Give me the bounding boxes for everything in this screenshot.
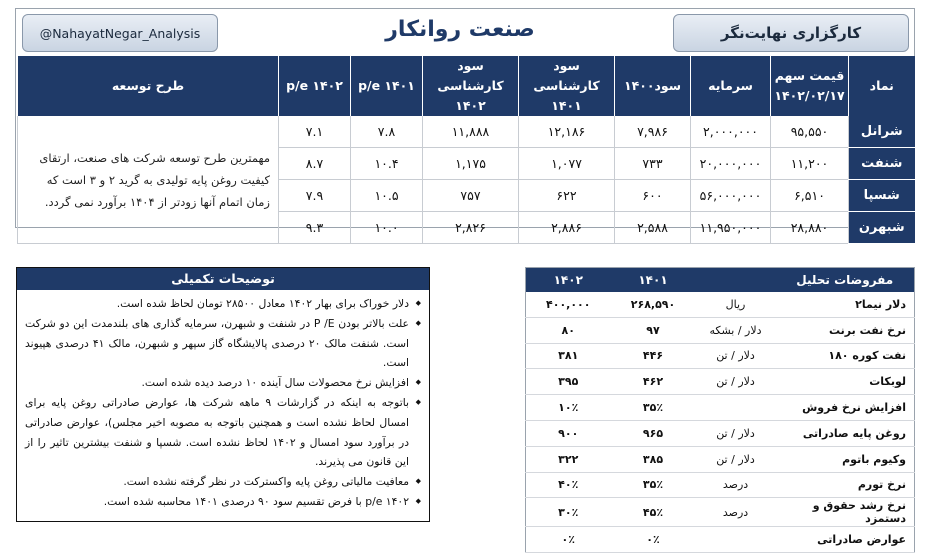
table-cell: ۱۱,۹۵۰,۰۰۰ [691, 212, 771, 244]
notes-panel [16, 267, 430, 522]
assumption-unit: دلار / تن [696, 446, 776, 472]
col-header: p/e ۱۴۰۲ [279, 56, 351, 116]
col-header: قیمت سهم ۱۴۰۲/۰۲/۱۷ [771, 56, 849, 116]
assumption-unit: دلار / تن [696, 343, 776, 369]
assumption-1402: ۳۰٪ [526, 498, 611, 527]
table-row [18, 116, 915, 148]
page-title: صنعت روانکار [385, 17, 535, 42]
col-header: سود کارشناسی ۱۴۰۱ [519, 56, 615, 116]
table-row [526, 292, 915, 317]
assumption-unit: دلار / تن [696, 420, 776, 446]
channel-handle: @NahayatNegar_Analysis [22, 14, 218, 52]
assumption-label: نرخ رشد حقوق و دستمزد [776, 498, 915, 527]
table-cell: ۱۰.۵ [351, 180, 423, 212]
table-cell: ۶۲۲ [519, 180, 615, 212]
assumption-label: افزایش نرخ فروش [776, 395, 915, 421]
note-item: ◆ دلار خوراک برای بهار ۱۴۰۲ معادل ۲۸۵۰۰ تومان لحاظ شده است. [25, 294, 421, 314]
assumption-1402: ۳۹۵ [526, 369, 611, 395]
assumption-1402: ۰٪ [526, 527, 611, 553]
assumption-1401: ۴۵٪ [611, 498, 696, 527]
col-1402-header: ۱۴۰۲ [526, 268, 611, 293]
assumption-1401: ۳۵٪ [611, 395, 696, 421]
col-header: p/e ۱۴۰۱ [351, 56, 423, 116]
table-cell: ۷.۱ [279, 116, 351, 148]
assumption-label: نرخ تورم [776, 472, 915, 498]
table-cell: ۱۰.۴ [351, 148, 423, 180]
table-cell: شرانل [849, 116, 915, 148]
assumption-unit [696, 395, 776, 421]
assumption-1401: ۴۴۶ [611, 343, 696, 369]
table-row [526, 395, 915, 421]
notes-title: توضیحات تکمیلی [17, 268, 429, 290]
assumption-1401: ۹۷ [611, 317, 696, 343]
note-item: ◆ p/e ۱۴۰۲ با فرض تقسیم سود ۹۰ درصدی ۱۴۰۱ محاسبه شده است. [25, 492, 421, 512]
stocks-table [17, 56, 915, 244]
table-cell: ۷.۹ [279, 180, 351, 212]
assumption-label: روغن پایه صادراتی [776, 420, 915, 446]
col-header: سود۱۴۰۰ [615, 56, 691, 116]
table-cell: ۶,۵۱۰ [771, 180, 849, 212]
table-row [526, 472, 915, 498]
table-cell: ۹۵,۵۵۰ [771, 116, 849, 148]
note-item: ◆ معافیت مالیاتی روغن پایه واکسترکت در نظر گرفته نشده است. [25, 472, 421, 492]
note-item: ◆ افزایش نرخ محصولات سال آینده ۱۰ درصد دیده شده است. [25, 373, 421, 393]
table-row [526, 446, 915, 472]
assumption-unit: ریال [696, 292, 776, 317]
table-cell: ۲,۵۸۸ [615, 212, 691, 244]
table-cell: ۷.۸ [351, 116, 423, 148]
assumption-label: نفت کوره ۱۸۰ [776, 343, 915, 369]
development-plan: مهمترین طرح توسعه شرکت های صنعت، ارتقای کیفیت روغن پایه تولیدی به گرید ۲ و ۳ است که زمان اتمام آنها زودتر از ۱۴۰۴ برآورد نمی گردد. [18, 116, 279, 244]
table-cell: ۲,۸۸۶ [519, 212, 615, 244]
table-cell: ۷۳۳ [615, 148, 691, 180]
assumption-label: لوبکات [776, 369, 915, 395]
col-header: سرمایه [691, 56, 771, 116]
table-cell: ۸.۷ [279, 148, 351, 180]
table-row [526, 420, 915, 446]
assumption-1402: ۴۰۰,۰۰۰ [526, 292, 611, 317]
assumption-1402: ۸۰ [526, 317, 611, 343]
table-cell: ۷۵۷ [423, 180, 519, 212]
assumption-1401: ۰٪ [611, 527, 696, 553]
agency-name: کارگزاری نهایت‌نگر [673, 14, 909, 52]
assumptions-table [525, 267, 915, 553]
table-cell: ۲,۰۰۰,۰۰۰ [691, 116, 771, 148]
table-cell: ۱۱,۸۸۸ [423, 116, 519, 148]
assumption-1402: ۳۸۱ [526, 343, 611, 369]
assumptions-header-row [526, 268, 915, 293]
table-header-row [18, 56, 915, 116]
table-cell: شسپا [849, 180, 915, 212]
table-cell: ۲,۸۲۶ [423, 212, 519, 244]
assumption-unit: دلار / تن [696, 369, 776, 395]
table-cell: ۶۰۰ [615, 180, 691, 212]
assumption-1401: ۳۵٪ [611, 472, 696, 498]
table-row [526, 369, 915, 395]
assumption-1402: ۹۰۰ [526, 420, 611, 446]
table-cell: ۲۸,۸۸۰ [771, 212, 849, 244]
table-cell: ۱,۰۷۷ [519, 148, 615, 180]
table-cell: ۷,۹۸۶ [615, 116, 691, 148]
assumption-1401: ۴۶۲ [611, 369, 696, 395]
table-cell: ۹.۳ [279, 212, 351, 244]
table-cell: ۵۶,۰۰۰,۰۰۰ [691, 180, 771, 212]
table-row [526, 343, 915, 369]
table-cell: ۱۰.۰ [351, 212, 423, 244]
unit-header [696, 268, 776, 293]
note-item: ◆ علت بالاتر بودن P /E در شنفت و شبهرن، سرمایه گذاری های بلندمدت این دو شرکت است. شنفت مالک ۲۰ درصدی پالایشگاه گاز سپهر و شبهرن، مالک ۴۱ درصدی هپیوند است. [25, 314, 421, 373]
assumption-1402: ۳۲۲ [526, 446, 611, 472]
assumption-1402: ۱۰٪ [526, 395, 611, 421]
assumption-label: دلار نیما۲ [776, 292, 915, 317]
assumptions-title: مفروضات تحلیل [776, 268, 915, 293]
assumption-unit: درصد [696, 498, 776, 527]
assumption-unit: درصد [696, 472, 776, 498]
table-cell: ۱,۱۷۵ [423, 148, 519, 180]
table-row [526, 317, 915, 343]
col-1401-header: ۱۴۰۱ [611, 268, 696, 293]
col-header: طرح توسعه [18, 56, 279, 116]
assumption-label: نرخ نفت برنت [776, 317, 915, 343]
assumption-label: عوارض صادراتی [776, 527, 915, 553]
note-item: ◆ باتوجه به اینکه در گزارشات ۹ ماهه شرکت ها، عوارض صادراتی روغن پایه برای امسال لحاظ نشده است و همچنین باتوجه به مصوبه اخیر مجلس)، عوارض صادراتی در برآورد سود امسال و ۱۴۰۲ لحاظ نشده است. شسپا و شنفت بیشترین تاثیر را از این قانون می پذیرند. [25, 393, 421, 472]
assumption-1401: ۲۶۸,۵۹۰ [611, 292, 696, 317]
assumption-unit: دلار / بشکه [696, 317, 776, 343]
assumption-1401: ۹۶۵ [611, 420, 696, 446]
table-cell: ۱۱,۲۰۰ [771, 148, 849, 180]
table-cell: ۱۲,۱۸۶ [519, 116, 615, 148]
table-row [526, 498, 915, 527]
assumption-1402: ۴۰٪ [526, 472, 611, 498]
assumption-1401: ۳۸۵ [611, 446, 696, 472]
table-cell: شنفت [849, 148, 915, 180]
table-cell: شبهرن [849, 212, 915, 244]
col-header: نماد [849, 56, 915, 116]
table-cell: ۲۰,۰۰۰,۰۰۰ [691, 148, 771, 180]
col-header: سود کارشناسی ۱۴۰۲ [423, 56, 519, 116]
notes-list [17, 294, 429, 512]
assumption-label: وکیوم باتوم [776, 446, 915, 472]
